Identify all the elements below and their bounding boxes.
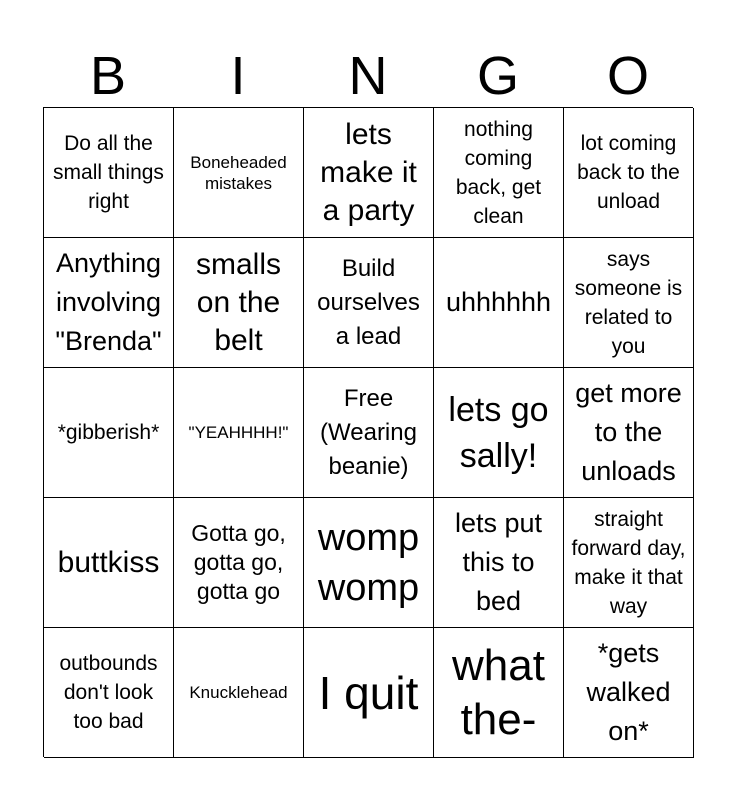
cell-text: get more to the unloads [575, 378, 682, 486]
bingo-cell[interactable] [434, 368, 564, 498]
cell-text: womp womp [317, 516, 420, 609]
header-letter-b: B [89, 46, 127, 106]
cell-text: uhhhhhh [445, 287, 552, 317]
header-letter-n: N [348, 46, 388, 106]
bingo-card-grid [43, 107, 693, 757]
bingo-cell[interactable] [564, 368, 694, 498]
bingo-cell[interactable] [44, 628, 174, 758]
bingo-cell[interactable] [304, 628, 434, 758]
header-letter-g: G [476, 46, 519, 106]
cell-text: Do all the small things right [53, 132, 164, 213]
cell-text: Boneheaded mistakes [190, 152, 287, 193]
bingo-cell[interactable] [174, 238, 304, 368]
bingo-cell[interactable] [304, 368, 434, 498]
bingo-cell[interactable] [44, 238, 174, 368]
cell-text: *gets walked on* [586, 638, 671, 746]
bingo-cell[interactable] [434, 498, 564, 628]
bingo-cell[interactable] [304, 108, 434, 238]
bingo-cell[interactable] [44, 108, 174, 238]
bingo-cell[interactable] [434, 108, 564, 238]
bingo-cell[interactable] [434, 628, 564, 758]
cell-text: Anything involving "Brenda" [55, 248, 162, 356]
bingo-cell[interactable] [564, 628, 694, 758]
header-letter-i: I [230, 46, 246, 106]
bingo-cell[interactable] [174, 628, 304, 758]
cell-text: smalls on the belt [195, 247, 281, 357]
cell-text: outbounds don't look too bad [59, 652, 158, 733]
bingo-cell[interactable] [564, 238, 694, 368]
cell-text: what the- [452, 640, 545, 744]
cell-text: lets put this to bed [454, 508, 543, 616]
cell-text: Knucklehead [189, 683, 288, 702]
cell-text: buttkiss [57, 545, 160, 579]
cell-text: nothing coming back, get clean [455, 117, 542, 228]
cell-text: I quit [318, 666, 419, 719]
bingo-cell[interactable] [174, 368, 304, 498]
cell-text: "YEAHHHH!" [188, 423, 289, 442]
cell-text: straight forward day, make it that way [571, 507, 686, 618]
bingo-cell[interactable] [174, 498, 304, 628]
bingo-cell[interactable] [564, 108, 694, 238]
cell-text: lot coming back to the unload [577, 132, 680, 213]
bingo-cell[interactable] [44, 498, 174, 628]
bingo-cell[interactable] [434, 238, 564, 368]
bingo-cell[interactable] [44, 368, 174, 498]
cell-text: says someone is related to you [574, 247, 683, 358]
bingo-cell[interactable] [564, 498, 694, 628]
bingo-cell[interactable] [304, 498, 434, 628]
bingo-cell[interactable] [304, 238, 434, 368]
bingo-header [43, 46, 693, 106]
cell-text: *gibberish* [57, 421, 160, 444]
header-letter-o: O [606, 46, 649, 106]
cell-text: lets go sally! [448, 390, 549, 475]
cell-text: Gotta go, gotta go, gotta go [191, 520, 286, 604]
cell-text: Free (Wearing beanie) [320, 384, 417, 480]
cell-text: Build ourselves a lead [317, 254, 420, 350]
cell-text: lets make it a party [320, 117, 417, 227]
bingo-cell[interactable] [174, 108, 304, 238]
